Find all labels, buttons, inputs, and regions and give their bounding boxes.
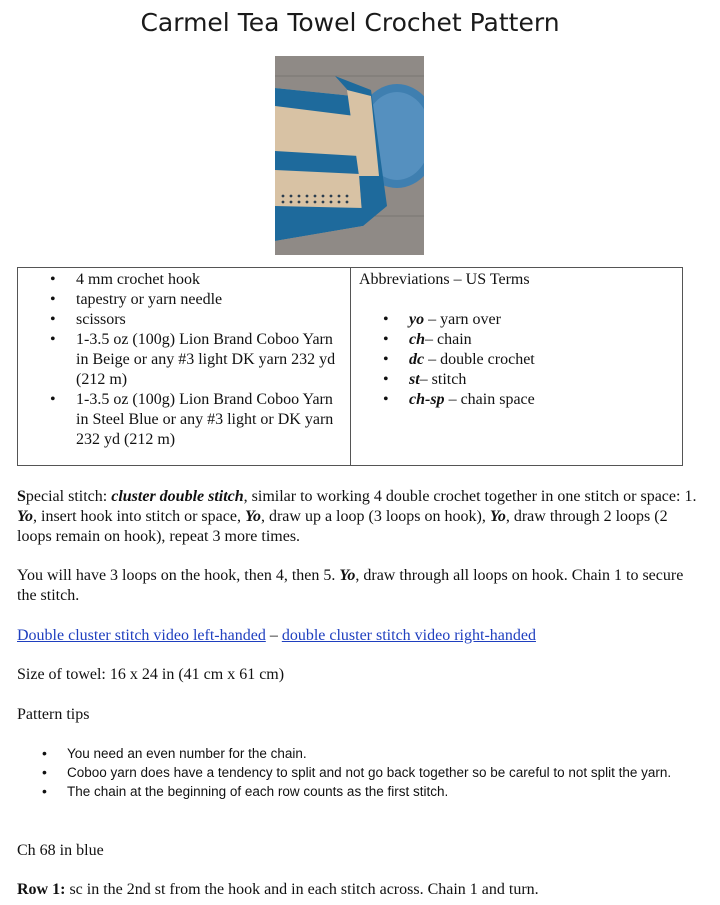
list-item: • tapestry or yarn needle [18,290,350,310]
list-item: • 1-3.5 oz (100g) Lion Brand Coboo Yarn in Steel Blue or any #3 light or DK yarn 232 yd (212 m) [18,390,350,450]
list-item: • Coboo yarn does have a tendency to split and not go back together so be careful to not split the yarn. [17,763,697,782]
special-stitch-name: cluster double stitch [111,488,244,505]
abbreviation-meaning: yarn over [440,311,501,328]
video-links [17,626,697,646]
abbreviation-item [359,390,682,410]
list-item: • The chain at the beginning of each row counts as the first stitch. [17,782,697,801]
pattern-tips-heading: Pattern tips [17,706,90,723]
materials-column [18,268,351,465]
abbreviation-term: st [409,371,420,388]
special-text: , draw up a loop (3 loops on hook), [260,508,490,525]
chain-instruction: Ch 68 in blue [17,842,104,859]
list-item: • You need an even number for the chain. [17,744,697,763]
abbreviation-meaning: double crochet [440,351,535,368]
row-label: Row 1: [17,881,66,898]
loops-text: You will have 3 loops on the hook, then 4, then 5. [17,567,340,584]
abbreviation-term: ch-sp [409,391,445,408]
yo-term: Yo [17,508,33,525]
special-initial: S [17,488,26,505]
loops-paragraph [17,566,697,606]
loops-text: , draw through all loops on hook. Chain 1 to secure the stitch. [17,567,684,604]
special-text: , insert hook into stitch or space, [33,508,245,525]
yo-term: Yo [489,508,506,525]
abbreviation-item [359,350,682,370]
yo-term: Yo [244,508,261,525]
special-text: , draw through 2 loops (2 loops remain on hook), repeat 3 more times. [17,508,668,545]
row-text: sc in the 2nd st from the hook and in each stitch across. Chain 1 and turn. [65,881,539,898]
list-item: • scissors [18,310,350,330]
list-item: • 1-3.5 oz (100g) Lion Brand Coboo Yarn in Beige or any #3 light DK yarn 232 yd (212 m) [18,330,350,390]
abbreviation-sep: – [424,311,441,328]
abbreviation-meaning: stitch [431,371,467,388]
abbreviation-term: yo [409,311,425,328]
abbreviation-item [359,310,682,330]
abbreviation-sep: – [419,371,432,388]
link-separator: – [265,627,282,644]
abbreviation-sep: – [425,331,437,348]
abbreviation-sep: – [444,391,461,408]
towel-size: Size of towel: 16 x 24 in (41 cm x 61 cm) [17,666,285,683]
page-title: Carmel Tea Towel Crochet Pattern [140,8,560,37]
right-handed-video-link[interactable]: double cluster stitch video right-handed [281,627,536,644]
tea-towel-illustration [275,56,424,255]
special-lead: pecial stitch: [25,488,112,505]
materials-table [17,267,683,466]
special-stitch-paragraph [17,487,697,547]
row-1-instruction [17,880,697,900]
abbreviations-column [351,268,682,465]
special-text: , similar to working 4 double crochet together in one stitch or space: 1. [243,488,697,505]
list-item: • 4 mm crochet hook [18,270,350,290]
abbreviation-item [359,370,682,390]
pattern-tips-list [17,744,697,801]
abbreviation-item [359,330,682,350]
abbreviation-meaning: chain space [460,391,535,408]
abbreviation-term: ch [409,331,425,348]
abbreviation-meaning: chain [437,331,472,348]
yo-term: Yo [339,567,356,584]
abbreviation-term: dc [409,351,425,368]
abbreviation-sep: – [424,351,441,368]
abbreviations-heading: Abbreviations – US Terms [359,271,530,288]
tea-towel-photo [275,56,424,255]
left-handed-video-link[interactable]: Double cluster stitch video left-handed [17,627,266,644]
